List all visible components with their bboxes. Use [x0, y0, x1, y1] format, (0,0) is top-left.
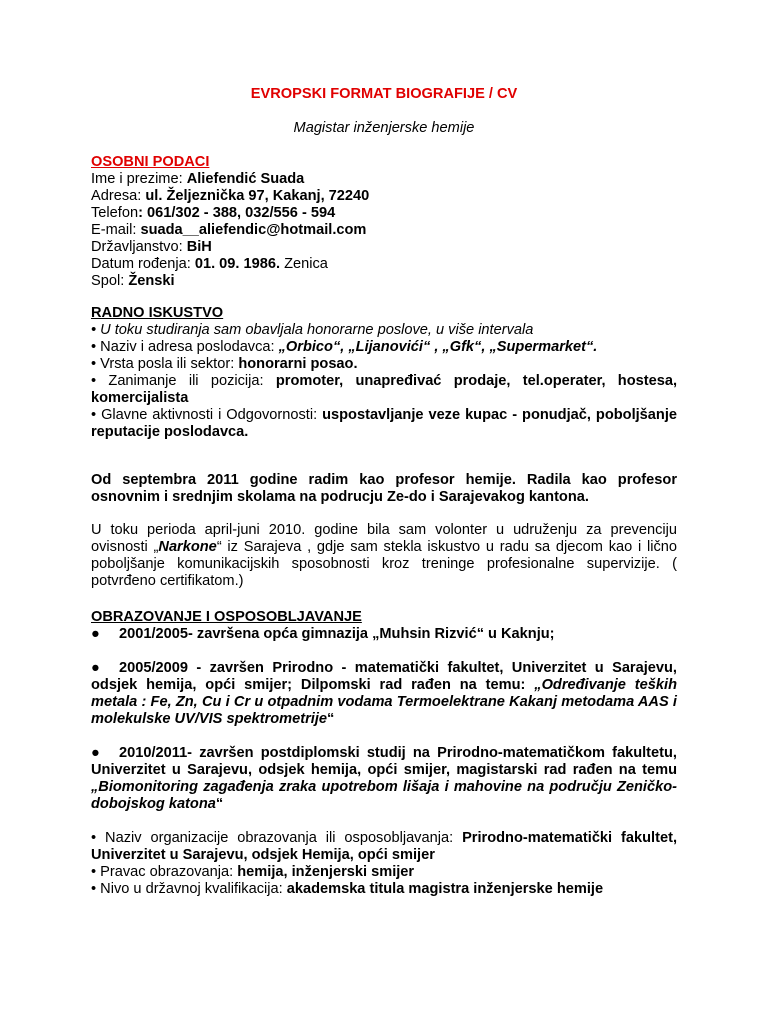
name-label: Ime i prezime: — [91, 171, 187, 187]
phone-value: : 061/302 - 388, 032/556 - 594 — [138, 205, 336, 221]
volunteer-text-2: “ iz Sarajeva , gdje sam stekla iskustvo u radu sa djecom kao i lično poboljšanje komunikacijskih sposobnosti kroz treninge profesionalne supervizije. ( potvrđeno certifikatom.) — [91, 539, 677, 589]
address-value: ul. Željeznička 97, Kakanj, 72240 — [145, 188, 370, 204]
level-value: akademska titula magistra inženjerske hemije — [286, 881, 604, 897]
employer-value: „Orbico“, „Lijanovići“ , „Gfk“, „Supermarket“. — [278, 339, 598, 355]
education-item-1-text: 2001/2005- završena opća gimnazija „Muhsin Rizvić“ u Kaknju; — [119, 626, 555, 642]
gender-line — [91, 273, 677, 290]
name-line — [91, 171, 677, 188]
work-section — [91, 305, 677, 441]
personal-heading: OSOBNI PODACI — [91, 154, 210, 170]
gender-label: Spol: — [91, 273, 129, 289]
email-label: E-mail: — [91, 222, 141, 238]
sector-line — [91, 356, 677, 373]
activities-value: uspostavljanje veze kupac - ponudjač, poboljšanje reputacije poslodavca. — [91, 407, 677, 440]
direction-line — [91, 864, 677, 881]
bullet-icon: ● — [91, 745, 100, 761]
education-item-2 — [91, 660, 677, 728]
sector-label: • Vrsta posla ili sektor: — [91, 356, 239, 372]
personal-section — [91, 154, 677, 290]
gender-value: Ženski — [128, 273, 175, 289]
level-label: • Nivo u državnoj kvalifikacija: — [91, 881, 287, 897]
citizenship-label: Državljanstvo: — [91, 239, 187, 255]
level-line — [91, 881, 677, 898]
direction-label: • Pravac obrazovanja: — [91, 864, 238, 880]
education-item-2-topic: „Određivanje teških metala : Fe, Zn, Cu i Cr u otpadnim vodama Termoelektrane Kakanj metodama AAS i molekulske UV/VIS spektrometrije — [91, 677, 677, 727]
volunteer-paragraph — [91, 522, 677, 590]
org-line — [91, 830, 677, 864]
education-details — [91, 830, 677, 898]
org-label: • Naziv organizacije obrazovanja ili osposobljavanja: — [91, 830, 463, 846]
citizenship-value: BiH — [186, 239, 212, 255]
education-item-3-text: 2010/2011- završen postdiplomski studij na Prirodno-matematičkom fakultetu, Univerzitet u Sarajevu, odsjek hemija, opći smijer, magistarski rad rađen na temu — [91, 745, 677, 778]
email-line — [91, 222, 677, 239]
education-item-2-close: “ — [327, 711, 335, 727]
sector-value: honorarni posao. — [238, 356, 358, 372]
org-value: Prirodno-matematički fakultet, Univerzitet u Sarajevu, odsjek Hemija, opći smijer — [91, 830, 677, 863]
citizenship-line — [91, 239, 677, 256]
volunteer-org: Narkone — [158, 539, 217, 555]
bullet-icon: ● — [91, 626, 100, 642]
phone-label: Telefon — [91, 205, 139, 221]
education-item-3-topic: „Biomonitoring zagađenja zraka upotrebom lišaja i mahovine na području Zeničko-dobojskog katona — [91, 779, 677, 812]
education-item-1 — [91, 626, 677, 643]
dob-place: Zenica — [280, 256, 328, 272]
volunteer-text-1: U toku perioda april-juni 2010. godine bila sam volonter u udruženju za prevenciju ovisnosti „ — [91, 522, 677, 555]
education-item-2-text: 2005/2009 - završen Prirodno - matematički fakultet, Univerzitet u Sarajevu, odsjek hemija, opći smijer; Dilpomski rad rađen na temu: — [91, 660, 677, 693]
education-heading: OBRAZOVANJE I OSPOSOBLJAVANJE — [91, 609, 362, 625]
employer-line — [91, 339, 677, 356]
occupation-line — [91, 373, 677, 407]
address-label: Adresa: — [91, 188, 146, 204]
direction-value: hemija, inženjerski smijer — [237, 864, 415, 880]
document-title: EVROPSKI FORMAT BIOGRAFIJE / CV — [250, 86, 518, 102]
dob-line — [91, 256, 677, 273]
document-subtitle: Magistar inženjerske hemije — [293, 120, 475, 136]
activities-label: • Glavne aktivnosti i Odgovornosti: — [91, 407, 323, 423]
employer-label: • Naziv i adresa poslodavca: — [91, 339, 279, 355]
name-value: Aliefendić Suada — [186, 171, 305, 187]
bullet-icon: ● — [91, 660, 100, 676]
phone-line — [91, 205, 677, 222]
work-heading: RADNO ISKUSTVO — [91, 305, 224, 321]
activities-line — [91, 407, 677, 441]
education-item-3 — [91, 745, 677, 813]
occupation-label: • Zanimanje ili pozicija: — [91, 373, 276, 389]
email-value: suada__aliefendic@hotmail.com — [140, 222, 367, 238]
dob-label: Datum rođenja: — [91, 256, 195, 272]
address-line — [91, 188, 677, 205]
work-intro: • U toku studiranja sam obavljala honorarne poslove, u više intervala — [91, 322, 534, 338]
professor-paragraph: Od septembra 2011 godine radim kao profesor hemije. Radila kao profesor osnovnim i srednjim skolama na podrucju Ze-do i Sarajevakog kantona. — [91, 472, 677, 505]
education-section — [91, 609, 677, 643]
dob-value: 01. 09. 1986. — [194, 256, 281, 272]
education-item-3-close: “ — [215, 796, 224, 812]
occupation-value: promoter, unapređivać prodaje, tel.operater, hostesa, komercijalista — [91, 373, 677, 406]
